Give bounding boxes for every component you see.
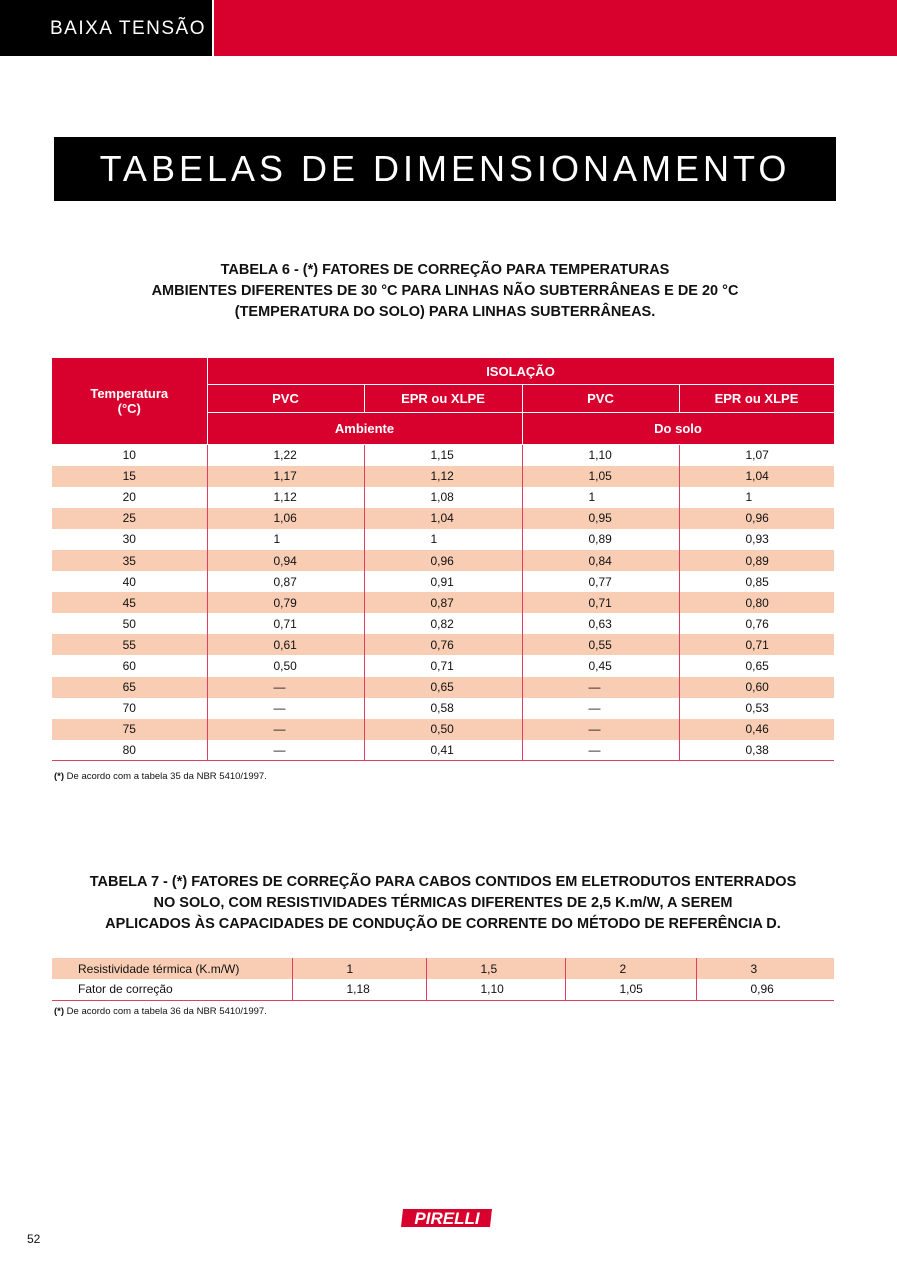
- factor-cell: —: [207, 677, 364, 698]
- factor-cell: 0,89: [679, 550, 834, 571]
- table7-note: [54, 1006, 267, 1017]
- table-row: [52, 677, 834, 698]
- table-row: [52, 550, 834, 571]
- table-row: [52, 740, 834, 761]
- factor-cell: 0,46: [679, 719, 834, 740]
- factor-cell: 1,15: [364, 445, 522, 466]
- factor-cell: 0,55: [522, 634, 679, 655]
- note-text: De acordo com a tabela 36 da NBR 5410/1997.: [64, 1006, 267, 1017]
- temperature-cell: 80: [52, 740, 207, 761]
- factor-cell: 0,91: [364, 571, 522, 592]
- temperature-cell: 40: [52, 571, 207, 592]
- table-row: [52, 958, 834, 979]
- table7-caption-line: APLICADOS ÀS CAPACIDADES DE CONDUÇÃO DE CORRENTE DO MÉTODO DE REFERÊNCIA D.: [105, 916, 781, 932]
- factor-cell: —: [522, 740, 679, 761]
- factor-cell: 0,76: [679, 613, 834, 634]
- temperature-cell: 65: [52, 677, 207, 698]
- temperature-cell: 55: [52, 634, 207, 655]
- factor-cell: 0,63: [522, 613, 679, 634]
- table-row: [52, 571, 834, 592]
- factor-cell: 0,45: [522, 655, 679, 676]
- table6-caption-line: TABELA 6 - (*) FATORES DE CORREÇÃO PARA TEMPERATURAS: [220, 262, 670, 278]
- factor-cell: 0,77: [522, 571, 679, 592]
- factor-cell: 0,96: [679, 508, 834, 529]
- temperature-cell: 45: [52, 592, 207, 613]
- factor-cell: 0,79: [207, 592, 364, 613]
- table-row: [52, 698, 834, 719]
- table-row: [52, 719, 834, 740]
- factor-cell: 0,80: [679, 592, 834, 613]
- factor-cell: 1,10: [522, 445, 679, 466]
- factor-cell: 0,71: [679, 634, 834, 655]
- table7-caption-line: TABELA 7 - (*) FATORES DE CORREÇÃO PARA CABOS CONTIDOS EM ELETRODUTOS ENTERRADOS: [89, 874, 797, 890]
- factor-cell: —: [207, 740, 364, 761]
- factor-cell: 1,07: [679, 445, 834, 466]
- temperature-cell: 25: [52, 508, 207, 529]
- factor-cell: 1,22: [207, 445, 364, 466]
- factor-cell: 1,05: [522, 466, 679, 487]
- table-cell: 2: [565, 958, 696, 979]
- temperature-cell: 60: [52, 655, 207, 676]
- factor-cell: 0,93: [679, 529, 834, 550]
- factor-cell: 0,50: [207, 655, 364, 676]
- factor-cell: —: [522, 698, 679, 719]
- table-row: [52, 529, 834, 550]
- factor-cell: 0,94: [207, 550, 364, 571]
- temperature-header-unit: (°C): [117, 401, 141, 416]
- page-title: TABELAS DE DIMENSIONAMENTO: [99, 148, 791, 189]
- table6-caption-line: AMBIENTES DIFERENTES DE 30 °C PARA LINHAS NÃO SUBTERRÂNEAS E DE 20 °C: [151, 283, 739, 299]
- table-cell: Resistividade térmica (K.m/W): [52, 958, 292, 979]
- temperature-header: [52, 358, 207, 445]
- factor-cell: —: [522, 677, 679, 698]
- factor-cell: 0,71: [522, 592, 679, 613]
- factor-cell: 0,60: [679, 677, 834, 698]
- temperature-cell: 20: [52, 487, 207, 508]
- table6-note: [54, 771, 267, 782]
- factor-cell: 0,71: [364, 655, 522, 676]
- page-title-bar: [54, 137, 836, 201]
- temperature-cell: 75: [52, 719, 207, 740]
- table6-caption-line: (TEMPERATURA DO SOLO) PARA LINHAS SUBTERRÂNEAS.: [234, 304, 656, 320]
- factor-cell: 0,76: [364, 634, 522, 655]
- factor-cell: 0,61: [207, 634, 364, 655]
- temperature-cell: 70: [52, 698, 207, 719]
- factor-cell: —: [207, 719, 364, 740]
- table-row: [52, 634, 834, 655]
- factor-cell: 0,41: [364, 740, 522, 761]
- factor-cell: 0,87: [364, 592, 522, 613]
- table-row: [52, 655, 834, 676]
- factor-cell: —: [207, 698, 364, 719]
- temperature-cell: 50: [52, 613, 207, 634]
- factor-cell: 0,85: [679, 571, 834, 592]
- table-cell: 1,18: [292, 979, 426, 1000]
- temperature-cell: 10: [52, 445, 207, 466]
- table-cell: 1: [292, 958, 426, 979]
- table-cell: 1,05: [565, 979, 696, 1000]
- factor-cell: 1: [364, 529, 522, 550]
- table-row: [52, 613, 834, 634]
- table-row: [52, 592, 834, 613]
- temperature-cell: 30: [52, 529, 207, 550]
- material-header: PVC: [522, 385, 679, 413]
- factor-cell: 0,82: [364, 613, 522, 634]
- factor-cell: 0,53: [679, 698, 834, 719]
- temperature-header-label: Temperatura: [90, 386, 169, 401]
- table-row: [52, 508, 834, 529]
- table-cell: Fator de correção: [52, 979, 292, 1000]
- table-cell: 3: [696, 958, 834, 979]
- table7-caption: [40, 872, 846, 935]
- factor-cell: 1,17: [207, 466, 364, 487]
- table-row: [52, 445, 834, 466]
- table7: [52, 958, 834, 1001]
- factor-cell: 0,50: [364, 719, 522, 740]
- factor-cell: 1,06: [207, 508, 364, 529]
- table-cell: 1,10: [426, 979, 565, 1000]
- logo-text: PIRELLI: [414, 1209, 480, 1228]
- note-mark: (*): [54, 771, 65, 782]
- table-row: [52, 466, 834, 487]
- table6-body: [52, 445, 834, 761]
- note-mark: (*): [54, 1006, 65, 1017]
- factor-cell: 0,58: [364, 698, 522, 719]
- factor-cell: —: [522, 719, 679, 740]
- group-header-do-solo: Do solo: [522, 413, 834, 445]
- temperature-cell: 15: [52, 466, 207, 487]
- table-cell: 1,5: [426, 958, 565, 979]
- factor-cell: 0,38: [679, 740, 834, 761]
- table-cell: 0,96: [696, 979, 834, 1000]
- material-header: PVC: [207, 385, 364, 413]
- factor-cell: 0,95: [522, 508, 679, 529]
- table6-caption: [54, 260, 836, 323]
- factor-cell: 1: [679, 487, 834, 508]
- material-header: EPR ou XLPE: [364, 385, 522, 413]
- factor-cell: 1,04: [679, 466, 834, 487]
- note-text: De acordo com a tabela 35 da NBR 5410/1997.: [64, 771, 267, 782]
- factor-cell: 1,12: [364, 466, 522, 487]
- page-number: 52: [27, 1232, 41, 1246]
- factor-cell: 0,89: [522, 529, 679, 550]
- table7-caption-line: NO SOLO, COM RESISTIVIDADES TÉRMICAS DIFERENTES DE 2,5 K.m/W, A SEREM: [153, 895, 733, 911]
- factor-cell: 0,65: [679, 655, 834, 676]
- header-red-band: [214, 0, 897, 56]
- group-header-ambiente: Ambiente: [207, 413, 522, 445]
- table6: [52, 357, 835, 761]
- factor-cell: 1: [207, 529, 364, 550]
- section-label: BAIXA TENSÃO: [50, 18, 206, 39]
- table-row: [52, 487, 834, 508]
- factor-cell: 0,65: [364, 677, 522, 698]
- factor-cell: 1,12: [207, 487, 364, 508]
- temperature-cell: 35: [52, 550, 207, 571]
- factor-cell: 1,04: [364, 508, 522, 529]
- factor-cell: 0,96: [364, 550, 522, 571]
- factor-cell: 0,71: [207, 613, 364, 634]
- insulation-header: ISOLAÇÃO: [207, 358, 834, 385]
- material-header: EPR ou XLPE: [679, 385, 834, 413]
- factor-cell: 1: [522, 487, 679, 508]
- factor-cell: 0,84: [522, 550, 679, 571]
- factor-cell: 1,08: [364, 487, 522, 508]
- pirelli-logo: [400, 1207, 494, 1229]
- table-row: [52, 979, 834, 1000]
- factor-cell: 0,87: [207, 571, 364, 592]
